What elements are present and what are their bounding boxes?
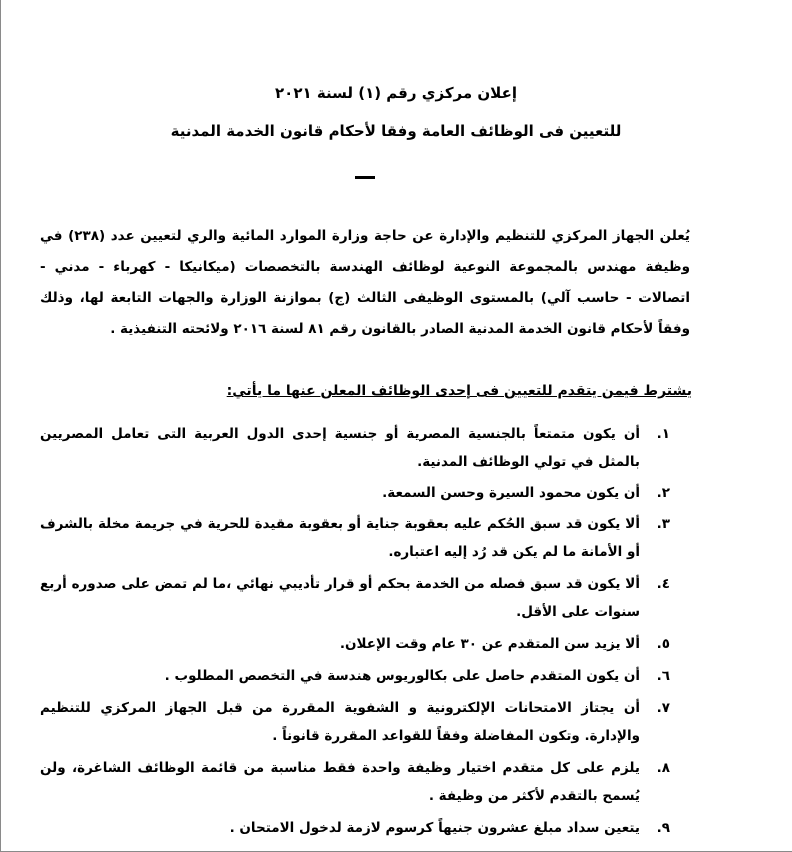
condition-number: ٩. xyxy=(656,820,670,836)
condition-item xyxy=(40,754,670,810)
condition-number: ٧. xyxy=(656,700,670,716)
condition-number: ٢. xyxy=(656,485,670,501)
condition-item xyxy=(40,630,670,658)
condition-item xyxy=(40,479,670,507)
intro-paragraph: يُعلن الجهاز المركزي للتنظيم والإدارة عن حاجة وزارة الموارد المائية والري لتعيين عدد (٢٣٨) في وظيفة مهندس بالمجموعة النوعية لوظائف الهندسة بالتخصصات (ميكانيكا - كهرباء - مدني - اتصالات - حاسب آلي) بالمستوى الوظيفى الثالث (ج) بموازنة الوزارة والجهات التابعة لها، وذلك وفقاً لأحكام قانون الخدمة المدنية الصادر بالقانون رقم ٨١ لسنة ٢٠١٦ ولائحته التنفيذية . xyxy=(40,227,690,337)
condition-item xyxy=(40,694,670,750)
condition-number: ٦. xyxy=(656,668,670,684)
condition-text: يلزم على كل متقدم اختيار وظيفة واحدة فقط مناسبة من قائمة الوظائف الشاغرة، ولن يُسمح بالتقدم لأكثر من وظيفة . xyxy=(40,760,640,804)
conditions-heading-text: يشترط فيمن يتقدم للتعيين فى إحدى الوظائف المعلن عنها ما يأتي: xyxy=(226,383,692,399)
condition-item xyxy=(40,570,670,626)
condition-text: ألا يكون قد سبق الحُكم عليه بعقوبة جناية أو بعقوبة مقيدة للحرية في جريمة مخلة بالشرف أو الأمانة ما لم يكن قد رُد إليه اعتباره. xyxy=(40,516,640,560)
condition-number: ٨. xyxy=(656,760,670,776)
condition-text: ألا يزيد سن المتقدم عن ٣٠ عام وقت الإعلان. xyxy=(339,636,640,652)
conditions-heading xyxy=(100,380,692,402)
condition-number: ١. xyxy=(656,426,670,442)
condition-item xyxy=(40,510,670,566)
condition-text: أن يكون متمتعاً بالجنسية المصرية أو جنسية إحدى الدول العربية التى تعامل المصريين بالمثل في تولي الوظائف المدنية. xyxy=(40,426,640,470)
condition-text: أن يكون محمود السيرة وحسن السمعة. xyxy=(382,485,640,501)
announcement-subtitle: للتعيين فى الوظائف العامة وفقا لأحكام قانون الخدمة المدنية xyxy=(170,122,622,140)
condition-item xyxy=(40,662,670,690)
condition-text: ألا يكون قد سبق فصله من الخدمة بحكم أو قرار تأديبي نهائي ،ما لم تمض على صدوره أربع سنوات على الأقل. xyxy=(40,576,640,620)
condition-text: أن يكون المتقدم حاصل على بكالوريوس هندسة في التخصص المطلوب . xyxy=(164,668,640,684)
title-divider xyxy=(355,176,375,179)
condition-text: أن يجتاز الامتحانات الإلكترونية و الشفوية المقررة من قبل الجهاز المركزي للتنظيم والإدارة. وتكون المفاضلة وفقاً للقواعد المقررة قانوناً . xyxy=(40,700,640,744)
condition-number: ٣. xyxy=(656,516,670,532)
condition-item xyxy=(40,420,670,476)
condition-number: ٥. xyxy=(656,636,670,652)
condition-text: يتعين سداد مبلغ عشرون جنيهاً كرسوم لازمة لدخول الامتحان . xyxy=(229,820,640,836)
conditions-list xyxy=(40,420,670,842)
condition-item xyxy=(40,814,670,842)
announcement-title: إعلان مركزي رقم (١) لسنة ٢٠٢١ xyxy=(275,84,517,102)
condition-number: ٤. xyxy=(656,576,670,592)
